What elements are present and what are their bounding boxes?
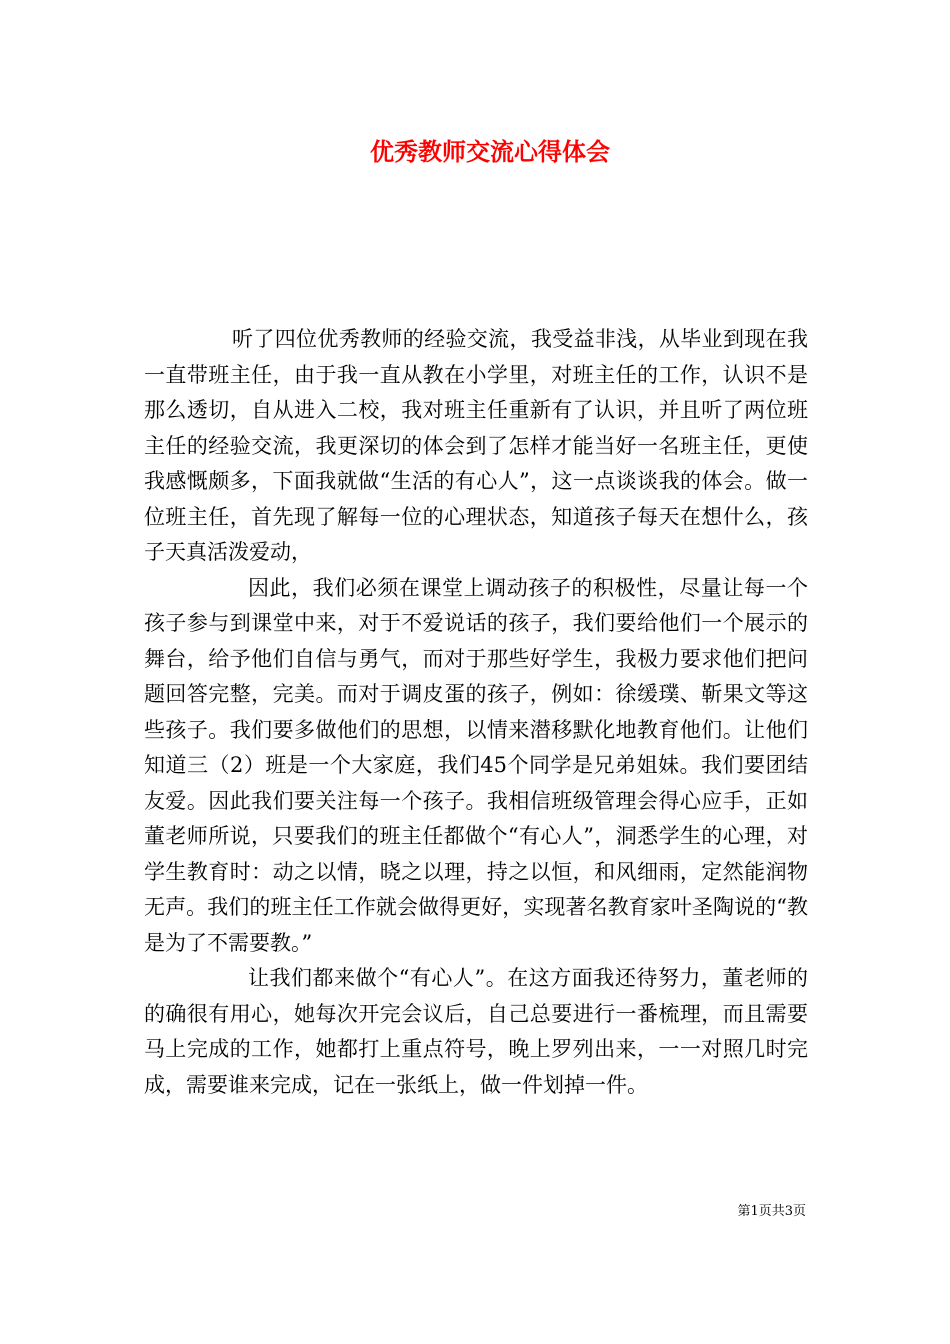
paragraph-3: 让我们都来做个“有心人”。在这方面我还待努力，董老师的的确很有用心，她每次开完会议后，自己总要进行一番梳理，而且需要马上完成的工作，她都打上重点符号，晚上罗列出来，一一对照几时完成，需要谁来完成，记在一张纸上，做一件划掉一件。: [144, 966, 808, 1097]
paragraph-1: 听了四位优秀教师的经验交流，我受益非浅，从毕业到现在我一直带班主任，由于我一直从教在小学里，对班主任的工作，认识不是那么透切，自从进入二校，我对班主任重新有了认识，并且听了两位班主任的经验交流，我更深切的体会到了怎样才能当好一名班主任，更使我感慨颇多，下面我就做“生活的有心人”，这一点谈谈我的体会。做一位班主任，首先现了解每一位的心理状态，知道孩子每天在想什么，孩子天真活泼爱动，: [144, 327, 808, 564]
document-title: 优秀教师交流心得体会: [370, 137, 610, 166]
paragraph-2: 因此，我们必须在课堂上调动孩子的积极性，尽量让每一个孩子参与到课堂中来，对于不爱说话的孩子，我们要给他们一个展示的舞台，给予他们自信与勇气，而对于那些好学生，我极力要求他们把问题回答完整，完美。而对于调皮蛋的孩子，例如：徐缓璞、靳果文等这些孩子。我们要多做他们的思想，以情来潜移默化地教育他们。让他们知道三（2）班是一个大家庭，我们45个同学是兄弟姐妹。我们要团结友爱。因此我们要关注每一个孩子。我相信班级管理会得心应手，正如董老师所说，只要我们的班主任都做个“有心人”，洞悉学生的心理，对学生教育时：动之以情，晓之以理，持之以恒，和风细雨，定然能润物无声。我们的班主任工作就会做得更好，实现著名教育家叶圣陶说的“教是为了不需要教。”: [144, 575, 808, 955]
page-number-footer: 第1页共3页: [737, 1204, 806, 1219]
document-body: [144, 322, 808, 1103]
